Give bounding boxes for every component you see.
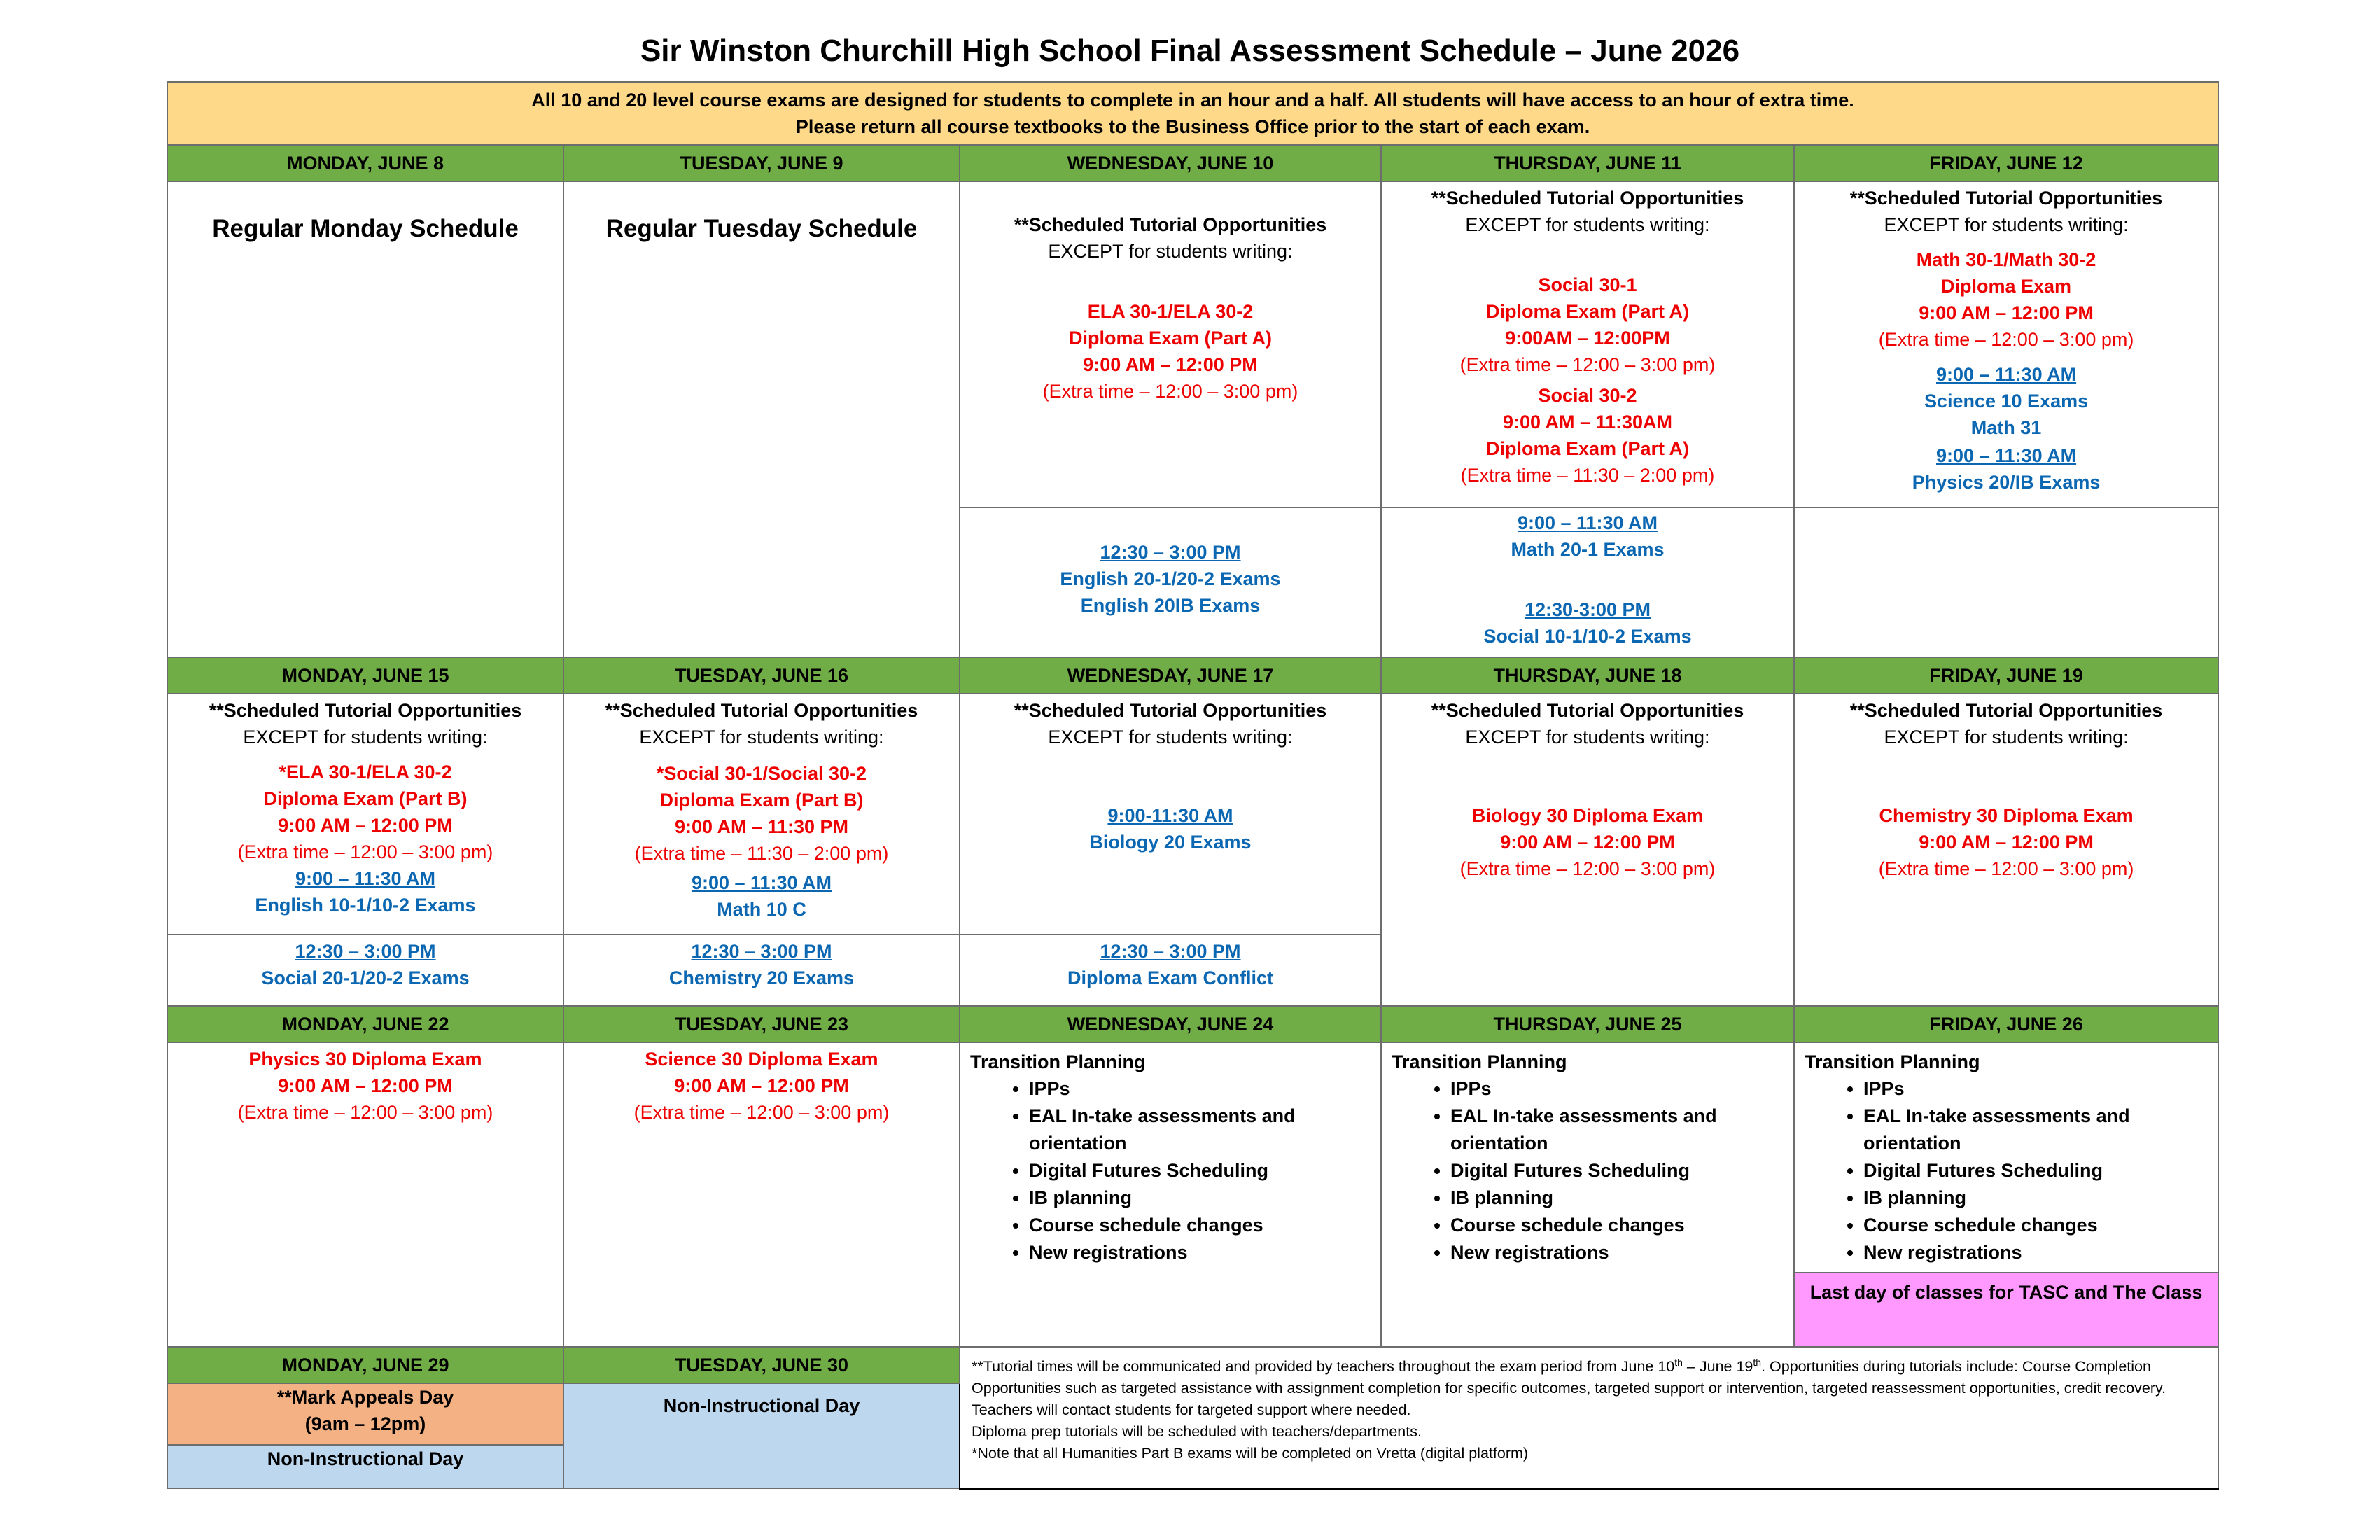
extra-time: (Extra time – 12:00 – 3:00 pm) (1042, 381, 1298, 402)
list-item: • IPPs (1863, 1075, 2208, 1102)
day-header: THURSDAY, JUNE 25 (1381, 1006, 1794, 1042)
exam-name: Science 30 Diploma Exam (645, 1049, 878, 1070)
appeal-hours: (9am – 12pm) (304, 1413, 426, 1434)
transition-planning (1795, 1043, 2218, 1272)
exam-time: 9:00AM – 12:00PM (1505, 328, 1670, 349)
exam-time: 9:00 – 11:30 AM (295, 868, 436, 889)
list-item: • EAL In-take assessments and orientation (1863, 1102, 2208, 1157)
exam-part: Diploma Exam (Part A) (1068, 328, 1273, 349)
exam-name: Chemistry 30 Diploma Exam (1879, 805, 2134, 826)
exam-name: Biology 20 Exams (1089, 832, 1252, 853)
mark-appeals-day (167, 1383, 564, 1445)
except-label: EXCEPT for students writing: (1884, 727, 2129, 748)
extra-time: (Extra time – 12:00 – 3:00 pm) (1460, 354, 1716, 375)
exam-part: Diploma Exam (Part A) (1485, 301, 1690, 322)
day-header: TUESDAY, JUNE 9 (564, 145, 960, 181)
exam-name: Social 10-1/10-2 Exams (1483, 626, 1692, 647)
day-cell-june-11-am (1381, 181, 1794, 507)
tutorial-label: **Scheduled Tutorial Opportunities (1431, 188, 1744, 209)
day-header: FRIDAY, JUNE 19 (1794, 657, 2218, 694)
day-cell-june-8 (167, 181, 564, 657)
exam-name: Diploma Exam Conflict (1067, 967, 1274, 988)
transition-list (1805, 1075, 2208, 1266)
day-header: FRIDAY, JUNE 26 (1794, 1006, 2218, 1042)
list-item: • Course schedule changes (1863, 1212, 2208, 1239)
day-cell-june-24 (960, 1042, 1381, 1347)
exam-name: English 20IB Exams (1080, 595, 1261, 616)
extra-time: (Extra time – 11:30 – 2:00 pm) (634, 843, 889, 864)
notes-line: Diploma prep tutorials will be scheduled with teachers/departments. (972, 1423, 1422, 1440)
exam-time: 9:00 AM – 12:00 PM (1500, 832, 1675, 853)
extra-time: (Extra time – 12:00 – 3:00 pm) (237, 1102, 493, 1123)
transition-title: Transition Planning (1805, 1051, 1980, 1072)
exam-name: Social 30-2 (1538, 385, 1637, 406)
exam-name: Chemistry 20 Exams (668, 967, 855, 988)
page-title: Sir Winston Churchill High School Final Assessment Schedule – June 2026 (640, 34, 1740, 68)
week2-row-top (167, 694, 2218, 934)
transition-planning (960, 1043, 1380, 1272)
exam-name: English 20-1/20-2 Exams (1060, 568, 1281, 589)
day-cell-june-19 (1794, 694, 2218, 1006)
exam-name: English 10-1/10-2 Exams (255, 895, 476, 916)
transition-title: Transition Planning (1392, 1051, 1567, 1072)
day-header: MONDAY, JUNE 15 (167, 657, 564, 694)
exam-time: 9:00 AM – 12:00 PM (1919, 832, 2094, 853)
week3-row-top (167, 1042, 2218, 1273)
list-item: • New registrations (1450, 1239, 1784, 1266)
banner-line-2: Please return all course textbooks to the Business Office prior to the start of each exam. (795, 116, 1590, 137)
ordinal-suffix: th (1674, 1356, 1683, 1368)
extra-time: (Extra time – 11:30 – 2:00 pm) (1460, 465, 1715, 486)
list-item: • Digital Futures Scheduling (1029, 1157, 1371, 1184)
tutorial-label: **Scheduled Tutorial Opportunities (605, 700, 918, 721)
exam-time: 9:00-11:30 AM (1107, 805, 1233, 826)
list-item: • EAL In-take assessments and orientation (1029, 1102, 1371, 1157)
tutorial-label: **Scheduled Tutorial Opportunities (209, 700, 522, 721)
notes-paragraph (972, 1356, 2206, 1421)
list-item: • EAL In-take assessments and orientation (1450, 1102, 1784, 1157)
day-cell-june-22 (167, 1042, 564, 1347)
day-cell-june-18 (1381, 694, 1794, 1006)
except-label: EXCEPT for students writing: (639, 727, 884, 748)
day-cell-june-25 (1381, 1042, 1794, 1347)
list-item: • Course schedule changes (1450, 1212, 1784, 1239)
transition-planning (1382, 1043, 1793, 1272)
day-cell-june-17-am (960, 694, 1381, 934)
notes-text: **Tutorial times will be communicated and provided by teachers throughout the exam period from June 10 (972, 1358, 1675, 1375)
exam-time: 9:00 AM – 12:00 PM (1919, 302, 2094, 323)
extra-time: (Extra time – 12:00 – 3:00 pm) (1878, 329, 2134, 350)
day-cell-june-16-pm (564, 934, 960, 1006)
exam-name: Math 30-1/Math 30-2 (1916, 249, 2096, 270)
exam-part: Diploma Exam (Part A) (1485, 438, 1690, 459)
non-instructional-day-june-29 (167, 1445, 564, 1488)
except-label: EXCEPT for students writing: (1465, 214, 1710, 235)
day-cell-june-17-pm (960, 934, 1381, 1006)
notes-line: *Note that all Humanities Part B exams will be completed on Vretta (digital platform) (972, 1445, 1529, 1462)
exam-time: 12:30-3:00 PM (1524, 599, 1651, 620)
tutorial-label: **Scheduled Tutorial Opportunities (1014, 214, 1327, 235)
list-item: • IB planning (1863, 1184, 2208, 1212)
extra-time: (Extra time – 12:00 – 3:00 pm) (1878, 858, 2134, 879)
day-header: THURSDAY, JUNE 11 (1381, 145, 1794, 181)
exam-time: 9:00 AM – 12:00 PM (674, 1075, 849, 1096)
exam-part: Diploma Exam (1941, 276, 2072, 297)
list-item: • New registrations (1863, 1239, 2208, 1266)
week3-header-row (167, 1006, 2218, 1042)
extra-time: (Extra time – 12:00 – 3:00 pm) (1460, 858, 1716, 879)
day-cell-june-12-am (1794, 181, 2218, 507)
notice-banner (167, 82, 2218, 145)
last-day-notice (1794, 1273, 2218, 1347)
banner-row (167, 82, 2218, 145)
non-instructional-day-june-30 (564, 1383, 960, 1488)
exam-time: 9:00 AM – 12:00 PM (278, 815, 453, 836)
exam-name: Science 10 Exams (1924, 391, 2089, 412)
week2-header-row (167, 657, 2218, 694)
ordinal-suffix: th (1753, 1356, 1762, 1368)
day-header: TUESDAY, JUNE 30 (564, 1347, 960, 1383)
except-label: EXCEPT for students writing: (1884, 214, 2129, 235)
exam-name: *Social 30-1/Social 30-2 (656, 763, 867, 784)
day-cell-june-11-pm (1381, 507, 1794, 657)
transition-title: Transition Planning (970, 1051, 1146, 1072)
except-label: EXCEPT for students writing: (1048, 727, 1293, 748)
notes-box (960, 1347, 2218, 1488)
exam-name: Physics 20/IB Exams (1912, 472, 2101, 493)
except-label: EXCEPT for students writing: (1465, 727, 1710, 748)
exam-name: Social 20-1/20-2 Exams (261, 967, 470, 988)
schedule-table (167, 81, 2219, 1490)
appeal-title: **Mark Appeals Day (276, 1387, 454, 1408)
banner-line-1: All 10 and 20 level course exams are designed for students to complete in an hour and a half. All students will have access to an hour of extra time. (531, 90, 1854, 111)
list-item: • Digital Futures Scheduling (1863, 1157, 2208, 1184)
tutorial-label: **Scheduled Tutorial Opportunities (1431, 700, 1744, 721)
week1-row-top (167, 181, 2218, 507)
exam-name: ELA 30-1/ELA 30-2 (1087, 301, 1254, 322)
exam-time: 9:00 AM – 11:30 PM (674, 816, 849, 837)
list-item: • IPPs (1450, 1075, 1784, 1102)
transition-list (1392, 1075, 1784, 1266)
exam-time: 9:00 – 11:30 AM (1935, 445, 2077, 466)
except-label: EXCEPT for students writing: (243, 727, 488, 748)
day-header: MONDAY, JUNE 22 (167, 1006, 564, 1042)
regular-schedule-label: Regular Tuesday Schedule (606, 215, 918, 242)
exam-time: 12:30 – 3:00 PM (691, 941, 832, 962)
day-header: MONDAY, JUNE 8 (167, 145, 564, 181)
list-item: • Digital Futures Scheduling (1450, 1157, 1784, 1184)
non-instructional-label: Non-Instructional Day (663, 1395, 860, 1416)
exam-name: Social 30-1 (1538, 274, 1637, 295)
tutorial-label: **Scheduled Tutorial Opportunities (1014, 700, 1327, 721)
except-label: EXCEPT for students writing: (1048, 241, 1293, 262)
exam-name: Physics 30 Diploma Exam (248, 1049, 482, 1070)
exam-part: Diploma Exam (Part B) (659, 790, 864, 811)
exam-time: 9:00 – 11:30 AM (1517, 512, 1658, 533)
day-header: FRIDAY, JUNE 12 (1794, 145, 2218, 181)
tutorial-label: **Scheduled Tutorial Opportunities (1849, 700, 2163, 721)
day-header: TUESDAY, JUNE 16 (564, 657, 960, 694)
exam-part: Diploma Exam (Part B) (263, 788, 468, 809)
exam-time: 9:00 – 11:30 AM (691, 872, 832, 893)
notes-text: – June 19 (1682, 1358, 1754, 1375)
exam-time: 9:00 – 11:30 AM (1935, 364, 2077, 385)
last-day-text: Last day of classes for TASC and The Class (1809, 1282, 2203, 1303)
day-header: WEDNESDAY, JUNE 17 (960, 657, 1381, 694)
day-cell-june-23 (564, 1042, 960, 1347)
transition-list (970, 1075, 1371, 1266)
day-cell-june-16-am (564, 694, 960, 934)
list-item: • Course schedule changes (1029, 1212, 1371, 1239)
week4-header-row (167, 1347, 2218, 1383)
tutorial-label: **Scheduled Tutorial Opportunities (1849, 188, 2163, 209)
list-item: • New registrations (1029, 1239, 1371, 1266)
day-cell-june-12-pm (1794, 507, 2218, 657)
day-header: TUESDAY, JUNE 23 (564, 1006, 960, 1042)
day-cell-june-26 (1794, 1042, 2218, 1273)
exam-time: 9:00 AM – 12:00 PM (278, 1075, 453, 1096)
list-item: • IPPs (1029, 1075, 1371, 1102)
exam-name: Math 10 C (717, 899, 806, 920)
exam-time: 12:30 – 3:00 PM (1100, 941, 1241, 962)
exam-time: 12:30 – 3:00 PM (1100, 542, 1241, 563)
exam-name: Math 20-1 Exams (1511, 539, 1665, 560)
day-cell-june-9 (564, 181, 960, 657)
day-cell-june-15-am (167, 694, 564, 934)
week1-header-row (167, 145, 2218, 181)
day-cell-june-10-pm (960, 507, 1381, 657)
exam-time: 9:00 AM – 11:30AM (1502, 412, 1673, 433)
day-cell-june-10-am (960, 181, 1381, 507)
regular-schedule-label: Regular Monday Schedule (212, 215, 519, 242)
exam-time: 12:30 – 3:00 PM (295, 941, 436, 962)
exam-time: 9:00 AM – 12:00 PM (1083, 354, 1258, 375)
extra-time: (Extra time – 12:00 – 3:00 pm) (634, 1102, 890, 1123)
day-header: THURSDAY, JUNE 18 (1381, 657, 1794, 694)
exam-name: Math 31 (1970, 417, 2042, 438)
day-header: WEDNESDAY, JUNE 24 (960, 1006, 1381, 1042)
notes-text: . Opportunities during tutorials include: Course Completion Opportunities such as targeted assistance with assignment completion for specific outcomes, targeted support or intervention, targeted reassessment opportunities, credit recovery. Teachers will contact students for targeted support where needed. (972, 1358, 2166, 1418)
list-item: • IB planning (1029, 1184, 1371, 1212)
day-header: WEDNESDAY, JUNE 10 (960, 145, 1381, 181)
day-cell-june-15-pm (167, 934, 564, 1006)
list-item: • IB planning (1450, 1184, 1784, 1212)
day-header: MONDAY, JUNE 29 (167, 1347, 564, 1383)
non-instructional-label: Non-Instructional Day (267, 1448, 464, 1469)
exam-name: *ELA 30-1/ELA 30-2 (279, 762, 452, 783)
exam-name: Biology 30 Diploma Exam (1471, 805, 1704, 826)
extra-time: (Extra time – 12:00 – 3:00 pm) (237, 841, 493, 862)
